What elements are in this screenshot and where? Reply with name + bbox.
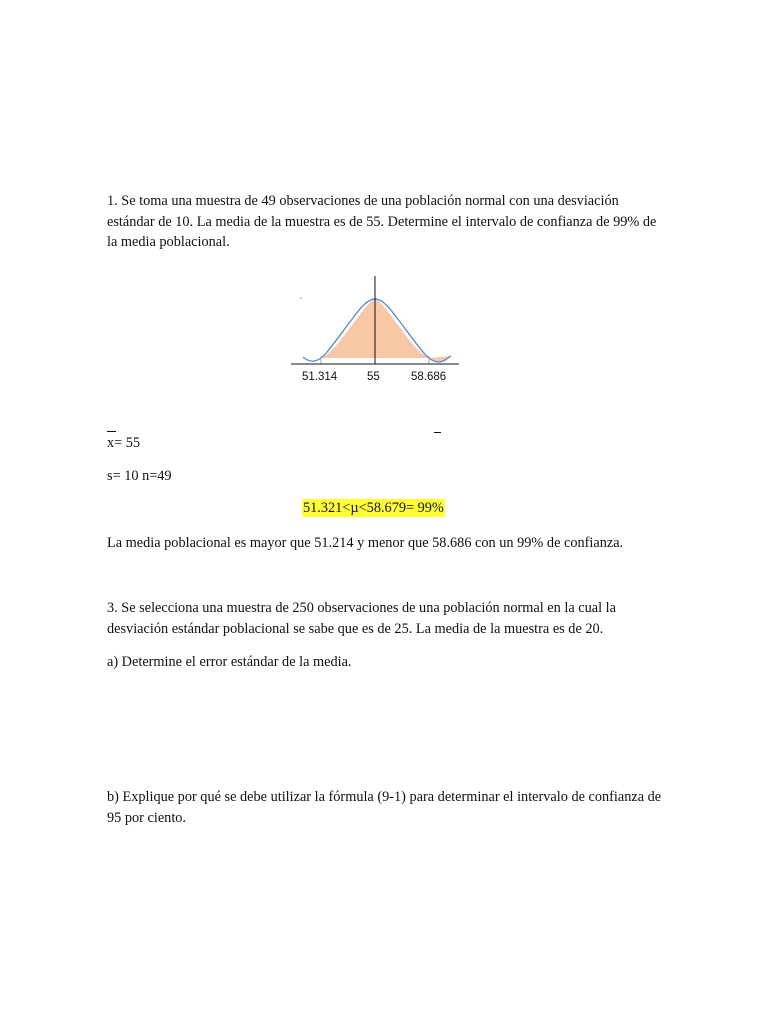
normal-distribution-figure — [287, 272, 467, 387]
problem-1-text: 1. Se toma una muestra de 49 observaciones de una población normal con una desviación estándar de 10. La media de la muestra es de 55. Determine el intervalo de confianza de 99% de la media poblacional. — [107, 193, 657, 250]
normal-curve-svg — [287, 272, 467, 387]
tick-label-mean: 55 — [367, 371, 380, 383]
tick-label-upper: 58.686 — [411, 371, 447, 383]
std-dev-and-n: s= 10 n=49 — [107, 468, 172, 484]
tick-label-lower: 51.314 — [302, 371, 338, 383]
sample-mean-line: x= 55 — [107, 435, 141, 451]
confidence-interval-result: 51.321<µ<58.679= 99% — [303, 500, 444, 516]
xbar-overline — [107, 431, 116, 432]
problem-3-part-b: b) Explique por qué se debe utilizar la fórmula (9-1) para determinar el intervalo de confianza de 95 por ciento. — [107, 789, 662, 826]
stray-mark — [434, 432, 441, 433]
problem-3-part-a: a) Determine el error estándar de la media. — [107, 654, 352, 670]
stray-dot — [300, 297, 301, 298]
problem-3-text: 3. Se selecciona una muestra de 250 observaciones de una población normal en la cual la desviación estándar poblacional se sabe que es de 25. La media de la muestra es de 20. — [107, 600, 616, 637]
conclusion-text: La media poblacional es mayor que 51.214 y menor que 58.686 con un 99% de confianza. — [107, 535, 624, 551]
